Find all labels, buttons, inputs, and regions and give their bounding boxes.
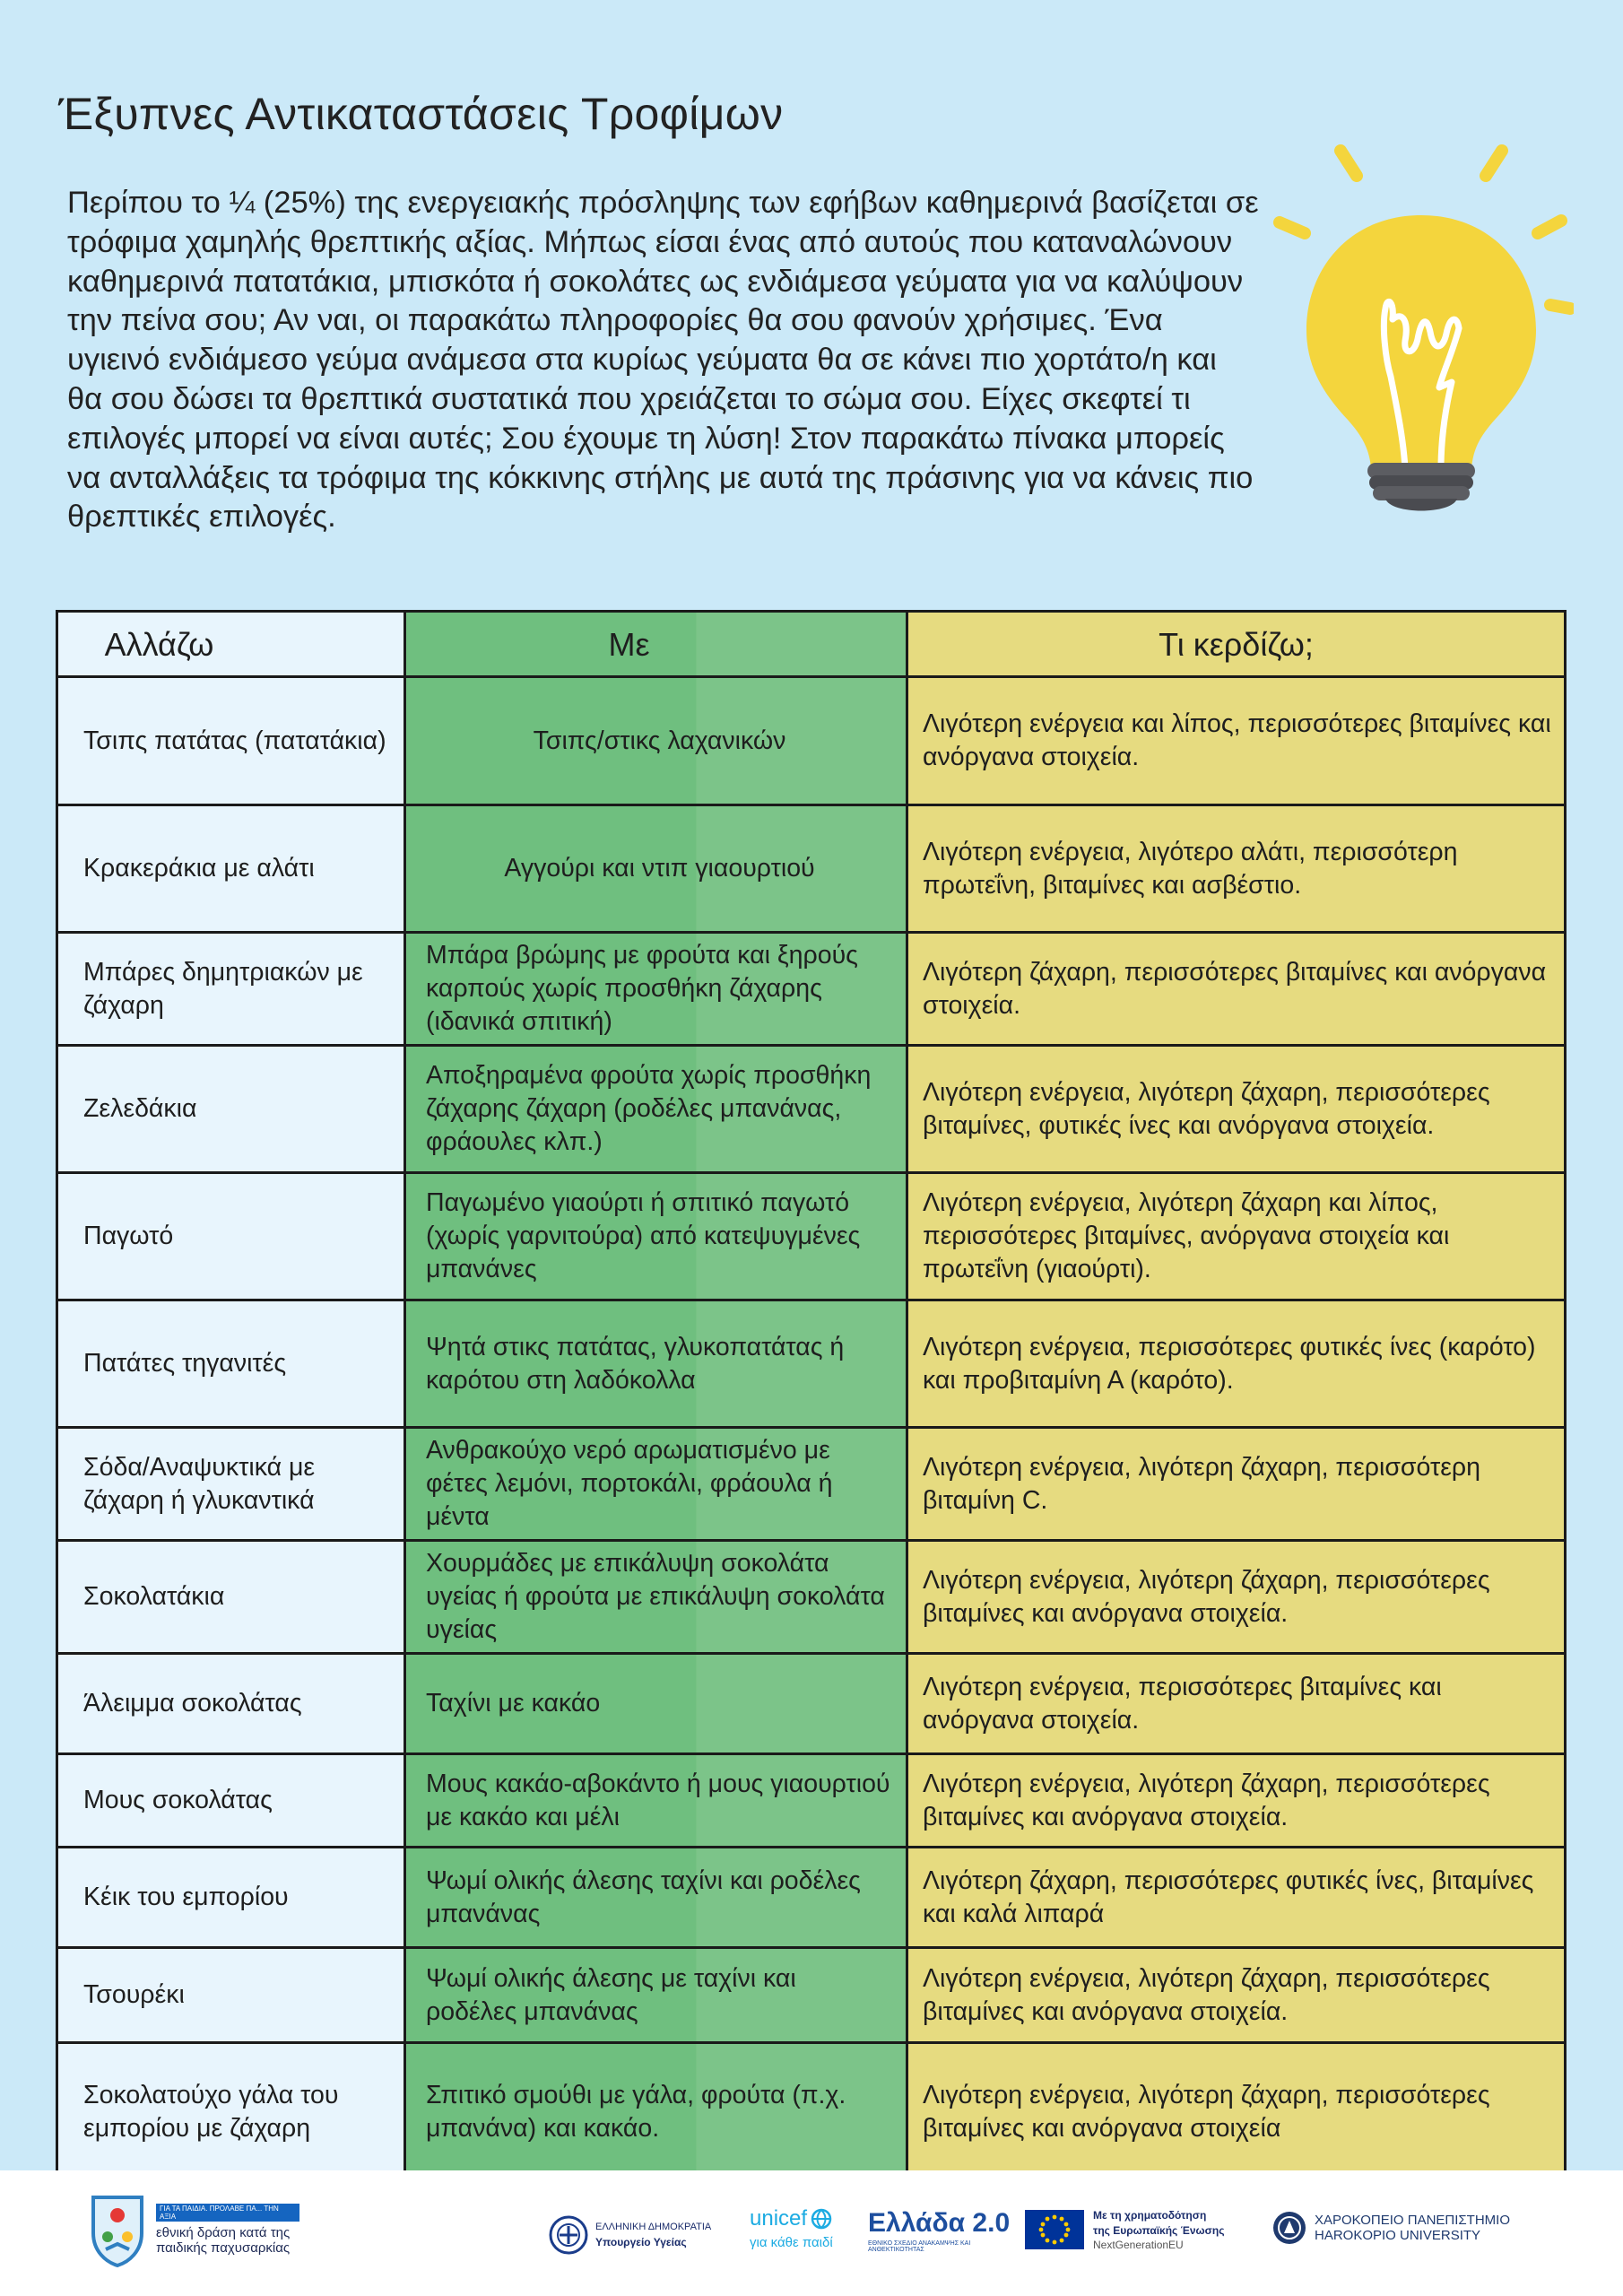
with-cell: Ταχίνι με κακάο: [405, 1654, 907, 1754]
unicef-tagline: για κάθε παιδί: [750, 2235, 833, 2250]
table-row: [57, 1848, 1566, 1948]
footer-logos: [0, 2170, 1623, 2296]
swap-cell: Κρακεράκια με αλάτι: [57, 805, 405, 933]
gain-cell: Λιγότερη ενέργεια, περισσότερες βιταμίνες και ανόργανα στοιχεία.: [907, 1654, 1566, 1754]
eu-line3: NextGenerationEU: [1093, 2239, 1184, 2251]
swap-cell: Τσιπς πατάτας (πατατάκια): [57, 677, 405, 805]
page-title: Έξυπνες Αντικαταστάσεις Τροφίμων: [58, 89, 784, 139]
greece-2-wordmark: Ελλάδα 2.0: [868, 2208, 1011, 2238]
with-cell: Ψωμί ολικής άλεσης με ταχίνι και ροδέλες μπανάνας: [405, 1948, 907, 2043]
eu-flag-icon: [1025, 2210, 1084, 2249]
eu-line1: Με τη χρηματοδότηση: [1093, 2209, 1207, 2222]
table-row: [57, 1173, 1566, 1300]
gain-cell: Λιγότερη ενέργεια, λιγότερη ζάχαρη και λίπος, περισσότερες βιταμίνες, ανόργανα στοιχεία και πρωτεΐνη (γιαούρτι).: [907, 1173, 1566, 1300]
light-bulb-icon: [1251, 144, 1574, 520]
action-name: εθνική δράση κατά της παιδικής παχυσαρκίας: [156, 2225, 291, 2256]
table-row: [57, 1046, 1566, 1173]
swap-cell: Σοκολατάκια: [57, 1541, 405, 1654]
swap-cell: Μους σοκολάτας: [57, 1754, 405, 1848]
action-tagline: ΓΙΑ ΤΑ ΠΑΙΔΙΑ. ΠΡΟΛΑΒΕ ΠΑ... ΤΗΝ ΑΞΙΑ: [156, 2204, 299, 2222]
unicef-logo: [750, 2206, 833, 2250]
gain-cell: Λιγότερη ζάχαρη, περισσότερες βιταμίνες και ανόργανα στοιχεία.: [907, 933, 1566, 1046]
harokopio-logo: [1271, 2210, 1510, 2246]
national-action-logo: [90, 2192, 299, 2267]
table-row: [57, 1754, 1566, 1848]
with-cell: Χουρμάδες με επικάλυψη σοκολάτα υγείας ή φρούτα με επικάλυψη σοκολάτα υγείας: [405, 1541, 907, 1654]
food-swaps-table: [56, 610, 1567, 2183]
gain-cell: Λιγότερη ενέργεια και λίπος, περισσότερες βιταμίνες και ανόργανα στοιχεία.: [907, 677, 1566, 805]
gain-cell: Λιγότερη ενέργεια, λιγότερη ζάχαρη, περισσότερες βιταμίνες, φυτικές ίνες και ανόργανα στοιχεία.: [907, 1046, 1566, 1173]
swap-cell: Παγωτό: [57, 1173, 405, 1300]
swap-cell: Μπάρες δημητριακών με ζάχαρη: [57, 933, 405, 1046]
with-cell: Ψωμί ολικής άλεσης ταχίνι και ροδέλες μπανάνας: [405, 1848, 907, 1948]
gain-cell: Λιγότερη ενέργεια, λιγότερη ζάχαρη, περισσότερες βιταμίνες και ανόργανα στοιχεία.: [907, 1754, 1566, 1848]
with-cell: Αποξηραμένα φρούτα χωρίς προσθήκη ζάχαρης ζάχαρη (ροδέλες μπανάνας, φράουλες κλπ.): [405, 1046, 907, 1173]
with-cell: Μπάρα βρώμης με φρούτα και ξηρούς καρπούς χωρίς προσθήκη ζάχαρης (ιδανικά σπιτική): [405, 933, 907, 1046]
table-row: [57, 2043, 1566, 2182]
swap-cell: Κέικ του εμπορίου: [57, 1848, 405, 1948]
swap-cell: Σόδα/Αναψυκτικά με ζάχαρη ή γλυκαντικά: [57, 1428, 405, 1541]
shield-icon: [90, 2192, 145, 2267]
gain-cell: Λιγότερη ενέργεια, λιγότερη ζάχαρη, περισσότερη βιταμίνη C.: [907, 1428, 1566, 1541]
gain-cell: Λιγότερη ενέργεια, λιγότερη ζάχαρη, περισσότερες βιταμίνες και ανόργανα στοιχεία: [907, 2043, 1566, 2182]
table-header-row: [57, 612, 1566, 677]
header-gain: Τι κερδίζω;: [907, 612, 1566, 677]
swap-cell: Σοκολατούχο γάλα του εμπορίου με ζάχαρη: [57, 2043, 405, 2182]
header-swap: Αλλάζω: [57, 612, 405, 677]
with-cell: Ανθρακούχο νερό αρωματισμένο με φέτες λεμόνι, πορτοκάλι, φράουλα ή μέντα: [405, 1428, 907, 1541]
gain-cell: Λιγότερη ενέργεια, λιγότερη ζάχαρη, περισσότερες βιταμίνες και ανόργανα στοιχεία.: [907, 1541, 1566, 1654]
table-row: [57, 1948, 1566, 2043]
intro-paragraph: Περίπου το ¼ (25%) της ενεργειακής πρόσληψης των εφήβων καθημερινά βασίζεται σε τρόφιμα χαμηλής θρεπτικής αξίας. Μήπως είσαι ένας από αυτούς που καταναλώνουν καθημερινά πατατάκια, μπισκότα ή σοκολάτες ως ενδιάμεσα γεύματα για να καλύψουν την πείνα σου; Αν ναι, οι παρακάτω πληροφορίες θα σου φανούν χρήσιμες. Ένα υγιεινό ενδιάμεσο γεύμα ανάμεσα στα κυρίως γεύματα θα σε κάνει πιο χορτάτο/η και θα σου δώσει τα θρεπτικά συστατικά που χρειάζεται το σώμα σου. Είχες σκεφτεί τι επιλογές μπορεί να είναι αυτές; Σου έχουμε τη λύση! Στον παρακάτω πίνακα μπορείς να ανταλλάξεις τα τρόφιμα της κόκκινης στήλης με αυτά της πράσινης για να κάνεις πιο θρεπτικές επιλογές.: [67, 186, 1259, 535]
with-cell: Σπιτικό σμούθι με γάλα, φρούτα (π.χ. μπανάνα) και κακάο.: [405, 2043, 907, 2182]
with-cell: Ψητά στικς πατάτας, γλυκοπατάτας ή καρότου στη λαδόκολλα: [405, 1300, 907, 1428]
gain-cell: Λιγότερη ενέργεια, λιγότερο αλάτι, περισσότερη πρωτεΐνη, βιταμίνες και ασβέστιο.: [907, 805, 1566, 933]
greece-2-subtitle: ΕΘΝΙΚΟ ΣΧΕΔΙΟ ΑΝΑΚΑΜΨΗΣ ΚΑΙ ΑΝΘΕΚΤΙΚΟΤΗΤΑΣ: [868, 2240, 971, 2253]
gain-cell: Λιγότερη ζάχαρη, περισσότερες φυτικές ίνες, βιταμίνες και καλά λιπαρά: [907, 1848, 1566, 1948]
with-cell: Παγωμένο γιαούρτι ή σπιτικό παγωτό (χωρίς γαρνιτούρα) από κατεψυγμένες μπανάνες: [405, 1173, 907, 1300]
eu-logo: [1025, 2208, 1224, 2251]
table-row: [57, 1300, 1566, 1428]
unicef-globe-icon: [811, 2208, 832, 2230]
gain-cell: Λιγότερη ενέργεια, περισσότερες φυτικές ίνες (καρότο) και προβιταμίνη Α (καρότο).: [907, 1300, 1566, 1428]
unicef-wordmark: unicef: [750, 2206, 808, 2231]
uni-line2: HAROKOPIO UNIVERSITY: [1315, 2228, 1481, 2243]
table-row: [57, 1428, 1566, 1541]
table-row: [57, 805, 1566, 933]
eu-line2: της Ευρωπαϊκής Ένωσης: [1093, 2224, 1225, 2237]
swap-cell: Πατάτες τηγανιτές: [57, 1300, 405, 1428]
swap-cell: Ζελεδάκια: [57, 1046, 405, 1173]
university-seal-icon: [1271, 2210, 1307, 2246]
with-cell: Τσιπς/στικς λαχανικών: [405, 677, 907, 805]
table-row: [57, 1654, 1566, 1754]
with-cell: Αγγούρι και ντιπ γιαουρτιού: [405, 805, 907, 933]
swap-cell: Άλειμμα σοκολάτας: [57, 1654, 405, 1754]
with-cell: Μους κακάο-αβοκάντο ή μους γιαουρτιού με κακάο και μέλι: [405, 1754, 907, 1848]
swap-cell: Τσουρέκι: [57, 1948, 405, 2043]
table-row: [57, 1541, 1566, 1654]
table-row: [57, 933, 1566, 1046]
table-row: [57, 677, 1566, 805]
greek-seal-icon: [549, 2215, 588, 2255]
gain-cell: Λιγότερη ενέργεια, λιγότερη ζάχαρη, περισσότερες βιταμίνες και ανόργανα στοιχεία.: [907, 1948, 1566, 2043]
uni-line1: ΧΑΡΟΚΟΠΕΙΟ ΠΑΝΕΠΙΣΤΗΜΙΟ: [1315, 2213, 1511, 2228]
ministry-line2: Υπουργείο Υγείας: [595, 2236, 687, 2248]
greece-2-logo: [868, 2208, 1010, 2253]
ministry-line1: ΕΛΛΗΝΙΚΗ ΔΗΜΟΚΡΑΤΙΑ: [595, 2222, 712, 2232]
ministry-logo: [549, 2215, 711, 2255]
header-with: Με: [405, 612, 907, 677]
